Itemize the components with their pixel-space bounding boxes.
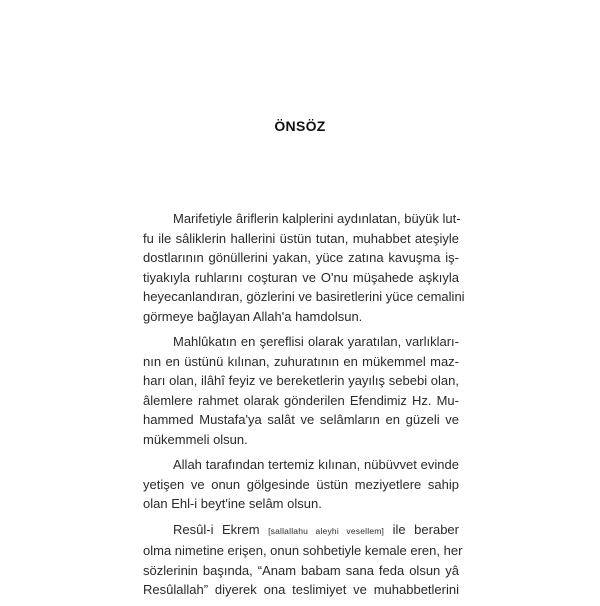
text-line: yetişen ve onun gölgesinde üstün meziyetlere sahip [143, 476, 459, 492]
text-line: mükemmeli olsun. [143, 431, 248, 447]
honorific-annotation: [sallallahu aleyhi vesellem] [268, 525, 385, 536]
text-line [143, 520, 459, 542]
text-line: sözlerinin başında, “Anam babam sana feda olsun yâ [143, 562, 459, 578]
text-line: görmeye bağlayan Allah'a hamdolsun. [143, 308, 363, 324]
text-line: Resûlallah” diyerek ona teslimiyet ve muhabbetlerini [143, 582, 459, 597]
paragraph-4 [143, 520, 463, 600]
text-line: Mahlûkatın en şereflisi olarak yaratılan, varlıkları- [173, 334, 459, 349]
text-line: Marifetiyle âriflerin kalplerini aydınlatan, büyük lut- [173, 211, 461, 226]
text-line: hammed Mustafa'ya salât ve selâmların en güzeli ve [143, 412, 459, 427]
text-line: Allah tarafından tertemiz kılınan, nübüvvet evinde [173, 457, 459, 472]
text-line: nın en üstünü kılınan, zuhuratının en mükemmel maz- [143, 353, 459, 369]
text-line: âlemlere rahmet olarak gönderilen Efendimiz Hz. Mu- [143, 392, 459, 408]
page-title: ÖNSÖZ [274, 118, 326, 134]
text-line: heyecanlandıran, gözlerini ve basiretlerini yüce cemalini [143, 289, 465, 304]
text-line: dostlarının gönüllerini yakan, yüce zatına kavuşma iş- [143, 250, 459, 265]
preface-body [143, 209, 465, 606]
text-line: olma nimetine erişen, onun sohbetiyle kemale eren, her [143, 543, 463, 558]
text-segment: ile beraber [384, 521, 459, 537]
text-line: harı olan, ilâhî feyiz ve bereketlerin yayılış sebebi olan, [143, 373, 459, 388]
paragraph-3 [143, 455, 459, 514]
paragraph-2 [143, 332, 459, 449]
text-line: olan Ehl-i beyt'ine selâm olsun. [143, 496, 322, 511]
text-line: fu ile sâliklerin hallerini üstün tutan, muhabbet ateşiyle [143, 230, 459, 246]
paragraph-1 [143, 209, 465, 326]
text-line: tiyakıyla ruhlarını coşturan ve O'nu müşahede aşkıyla [143, 269, 459, 285]
text-segment: Resûl-i Ekrem [173, 521, 269, 537]
